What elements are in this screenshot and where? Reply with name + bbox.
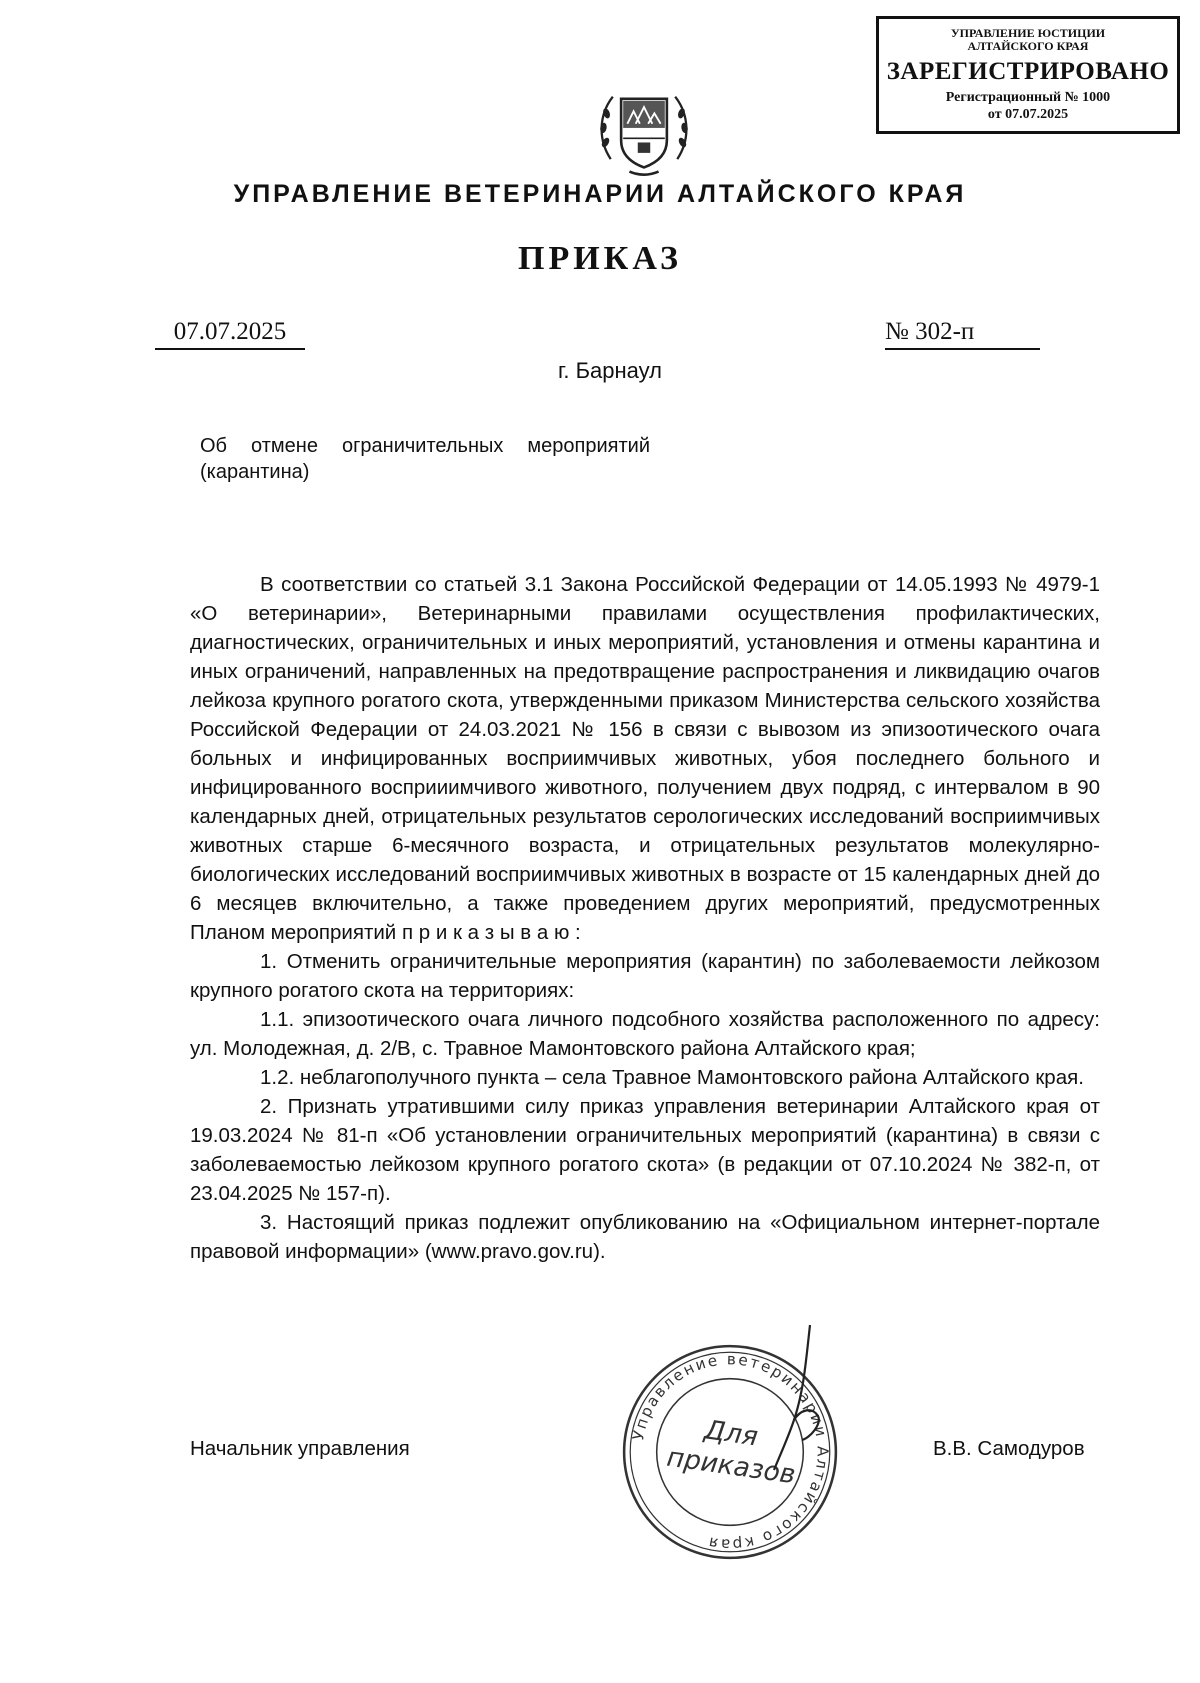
signatory-position: Начальник управления — [190, 1437, 410, 1460]
paragraph-item-1-1: 1.1. эпизоотического очага личного подсобного хозяйства расположенного по адресу: ул. Молодежная, д. 2/В, с. Травное Мамонтовского района Алтайского края; — [190, 1008, 1100, 1060]
paragraph-item-3: 3. Настоящий приказ подлежит опубликованию на «Официальном интернет-портале правовой информации» (www.pravo.gov.ru). — [190, 1211, 1100, 1263]
stamp-reg-number: Регистрационный № 1000 — [945, 90, 1111, 105]
organization-name: УПРАВЛЕНИЕ ВЕТЕРИНАРИИ АЛТАЙСКОГО КРАЯ — [233, 180, 967, 208]
document-number: № 302-п — [885, 318, 1040, 350]
document-date: 07.07.2025 — [155, 318, 305, 350]
document-type: ПРИКАЗ — [518, 240, 682, 277]
handwritten-signature-icon — [760, 1320, 840, 1480]
paragraph-preamble: В соответствии со статьей 3.1 Закона Российской Федерации от 14.05.1993 № 4979-1 «О ветеринарии», Ветеринарными правилами осуществления профилактических, диагностических, ограничительных и иных мероприятий, установления и отмены карантина и иных ограничений, направленных на предотвращение распространения и ликвидацию очагов лейкоза крупного рогатого скота, утвержденными приказом Министерства сельского хозяйства Российской Федерации от 24.03.2021 № 156 в связи с вывозом из эпизоотического очага больных и инфицированных восприимчивых животных, убоя последнего больного и инфицированного восприиимчивого животного, получением двух подряд, с интервалом в 90 календарных дней, отрицательных результатов серологических исследований восприимчивых животных старше 6-месячного возраста, и отрицательных результатов молекулярно-биологических исследований восприимчивых животных в возрасте от 15 календарных дней до 6 месяцев включительно, а также проведением других мероприятий, предусмотренных Планом мероприятий п р и к а з ы в а ю : — [190, 573, 1100, 944]
document-body — [190, 570, 1100, 1266]
svg-text:Для: Для — [702, 1414, 760, 1453]
stamp-status: ЗАРЕГИСТРИРОВАНО — [886, 58, 1170, 85]
stamp-reg-date: от 07.07.2025 — [987, 107, 1069, 122]
stamp-authority-line2: АЛТАЙСКОГО КРАЯ — [967, 39, 1089, 53]
svg-text:приказов: приказов — [664, 1441, 798, 1491]
registration-stamp — [876, 16, 1180, 134]
svg-text:Управление ветеринарии Алтайск: Управление ветеринарии Алтайского края — [629, 1350, 832, 1554]
paragraph-item-1-2: 1.2. неблагополучного пункта – села Травное Мамонтовского района Алтайского края. — [260, 1066, 1084, 1089]
document-city: г. Барнаул — [558, 358, 662, 383]
signatory-name: В.В. Самодуров — [933, 1437, 1085, 1460]
document-subject: Об отмене ограничительных мероприятий (карантина) — [200, 435, 650, 483]
stamp-authority-line1: УПРАВЛЕНИЕ ЮСТИЦИИ — [950, 26, 1106, 40]
coat-of-arms-icon — [592, 78, 696, 182]
paragraph-item-1: 1. Отменить ограничительные мероприятия (карантин) по заболеваемости лейкозом крупного рогатого скота на территориях: — [190, 950, 1100, 1002]
paragraph-item-2: 2. Признать утратившими силу приказ управления ветеринарии Алтайского края от 19.03.2024 № 81-п «Об установлении ограничительных мероприятий (карантина) в связи с заболеваемостью лейкозом крупного рогатого скота» (в редакции от 07.10.2024 № 382-п, от 23.04.2025 № 157-п). — [190, 1095, 1100, 1205]
